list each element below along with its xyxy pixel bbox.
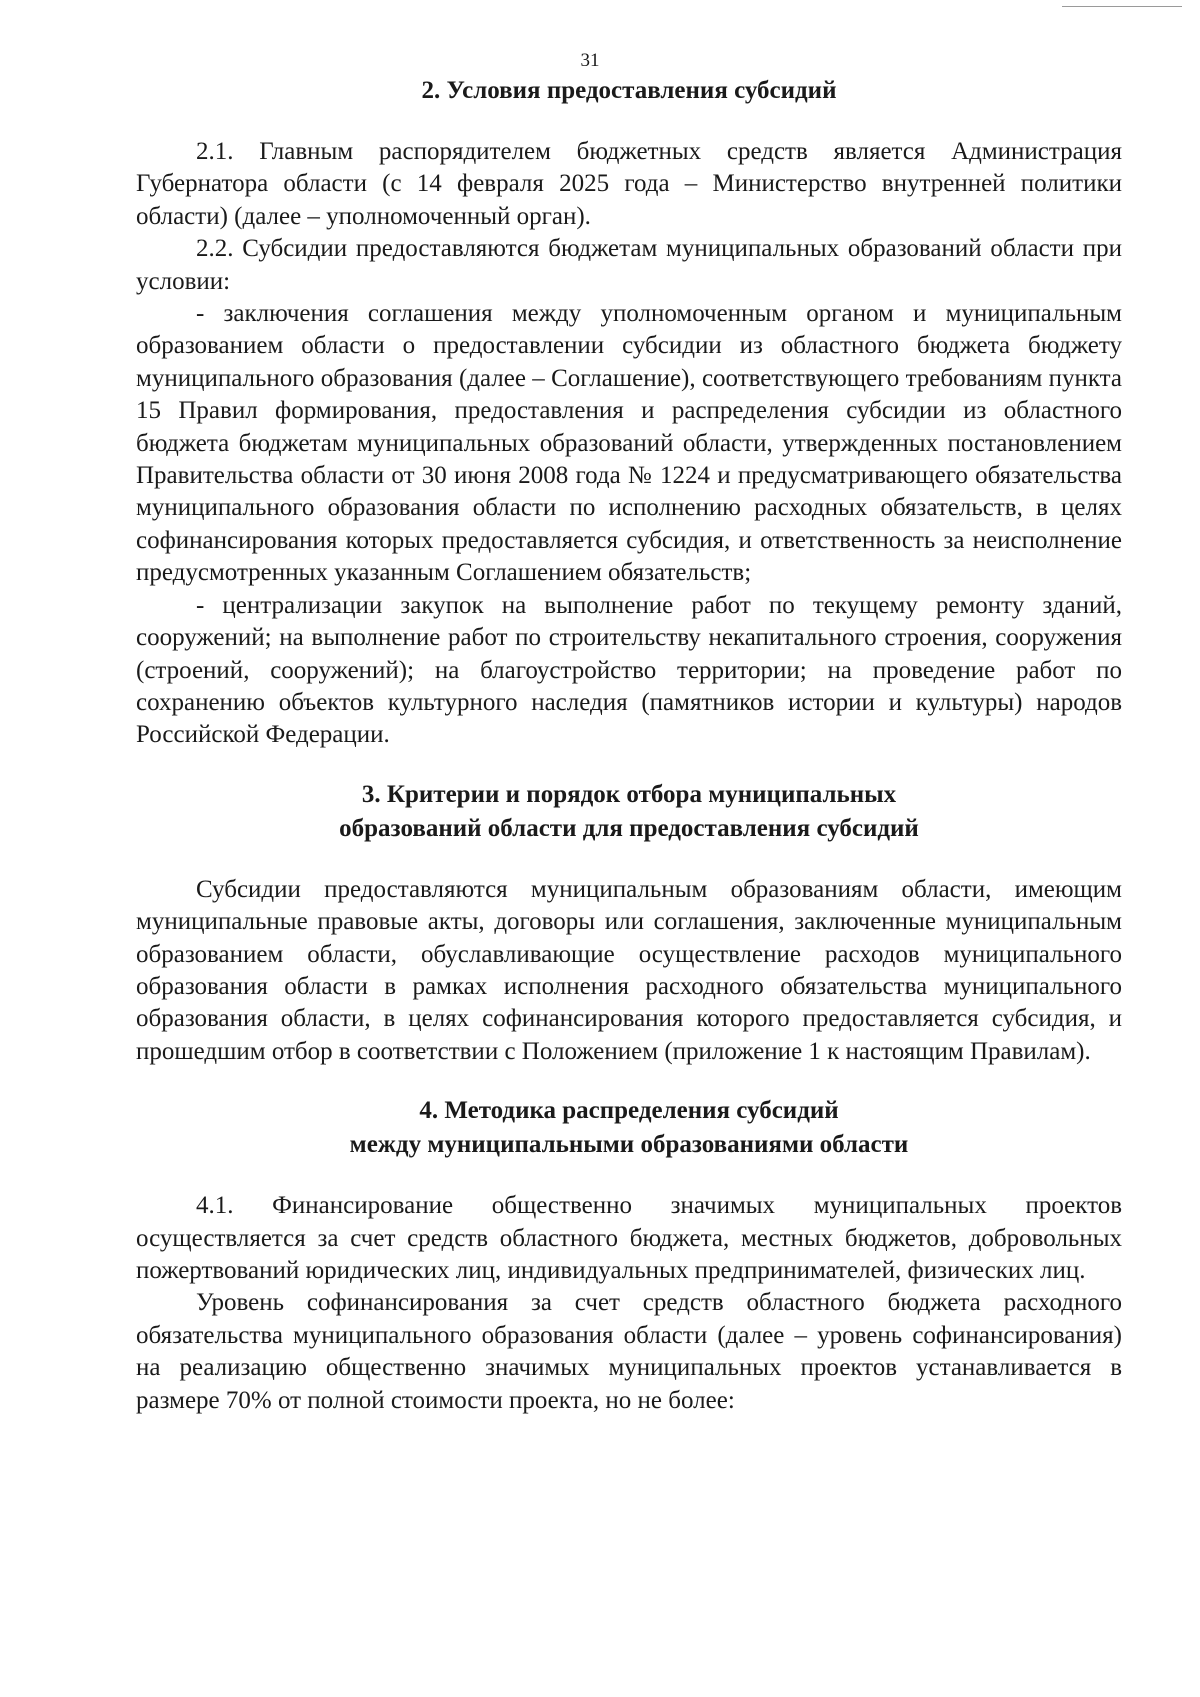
section-2-title: 2. Условия предоставления субсидий <box>421 77 837 104</box>
page-number: 31 <box>580 50 600 71</box>
section-3-title-line-1: 3. Критерии и порядок отбора муниципальных <box>361 780 897 808</box>
section-3-title <box>136 778 1122 846</box>
paragraph-2-2-item-agreement: - заключения соглашения между уполномоченным органом и муниципальным образованием области о предоставлении субсидии из областного бюджета бюджету муниципального образования (далее – Соглашение), соответствующего требованиям пункта 15 Правил формирования, предоставления и распределения субсидии из областного бюджета бюджетам муниципальных образований области, утвержденных постановлением Правительства области от 30 июня 2008 года № 1224 и предусматривающего обязательства муниципального образования области по исполнению расходных обязательств, в целях софинансирования которых предоставляется субсидия, и ответственность за неисполнение предусмотренных указанным Соглашением обязательств; <box>136 300 1122 587</box>
paragraph-2-1: 2.1. Главным распорядителем бюджетных средств является Администрация Губернатора области (с 14 февраля 2025 года – Министерство внутренней политики области) (далее – уполномоченный орган). <box>136 138 1122 230</box>
paragraph-2-2: 2.2. Субсидии предоставляются бюджетам муниципальных образований области при условии: <box>136 235 1122 295</box>
section-4-title-line-2: между муниципальными образованиями области <box>349 1131 909 1159</box>
document-body <box>136 74 1122 1417</box>
section-4-title <box>136 1094 1122 1162</box>
paragraph-4-1: 4.1. Финансирование общественно значимых муниципальных проектов осуществляется за счет средств областного бюджета, местных бюджетов, добровольных пожертвований юридических лиц, индивидуальных предпринимателей, физических лиц. <box>136 1192 1122 1284</box>
scan-edge-mark <box>1062 0 1182 7</box>
paragraph-3: Субсидии предоставляются муниципальным образованиям области, имеющим муниципальные правовые акты, договоры или соглашения, заключенные муниципальным образованием области, обуславливающие осуществление расходов муниципального образования области в рамках исполнения расходного обязательства муниципального образования области, в целях софинансирования которого предоставляется субсидия, и прошедшим отбор в соответствии с Положением (приложение 1 к настоящим Правилам). <box>136 875 1122 1065</box>
paragraph-4-1-cofinancing-level: Уровень софинансирования за счет средств областного бюджета расходного обязательства муниципального образования области (далее – уровень софинансирования) на реализацию общественно значимых муниципальных проектов устанавливается в размере 70% от полной стоимости проекта, но не более: <box>136 1289 1122 1414</box>
section-4-title-line-1: 4. Методика распределения субсидий <box>419 1097 839 1125</box>
section-3-title-line-2: образований области для предоставления субсидий <box>339 814 919 842</box>
paragraph-2-2-item-centralization: - централизации закупок на выполнение работ по текущему ремонту зданий, сооружений; на выполнение работ по строительству некапитального строения, сооружения (строений, сооружений); на благоустройство территории; на проведение работ по сохранению объектов культурного наследия (памятников истории и культуры) народов Российской Федерации. <box>136 591 1122 749</box>
